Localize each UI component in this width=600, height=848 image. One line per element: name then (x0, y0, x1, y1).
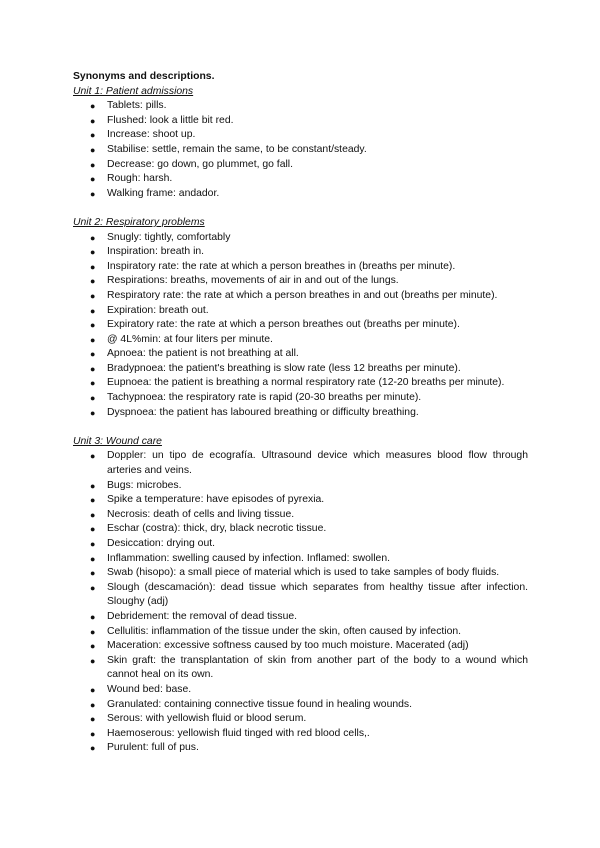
bullet-icon: ● (90, 509, 96, 520)
section-heading: Unit 2: Respiratory problems (73, 216, 205, 228)
list-item: ● Inspiration: breath in. (73, 245, 528, 260)
list-item: ● Spike a temperature: have episodes of pyrexia. (73, 493, 528, 508)
list-item: ● Granulated: containing connective tissue found in healing wounds. (73, 698, 528, 713)
bullet-icon: ● (90, 626, 96, 637)
bullet-icon: ● (90, 655, 96, 666)
document-page (73, 70, 528, 771)
list-item: ● Bugs: microbes. (73, 479, 528, 494)
bullet-icon: ● (90, 363, 96, 374)
bullet-icon: ● (90, 539, 96, 549)
bullet-icon: ● (90, 480, 96, 491)
bullet-icon: ● (90, 247, 96, 258)
list-item: ● Respirations: breaths, movements of air in and out of the lungs. (73, 274, 528, 289)
list-item: ● Flushed: look a little bit red. (73, 114, 528, 129)
bullet-icon: ● (90, 568, 96, 579)
section-heading: Unit 3: Wound care (73, 435, 162, 447)
bullet-icon: ● (90, 101, 96, 112)
bullet-icon: ● (90, 495, 96, 506)
list-item: ● Decrease: go down, go plummet, go fall. (73, 158, 528, 173)
bullet-icon: ● (90, 728, 96, 739)
list-item: ● Snugly: tightly, comfortably (73, 231, 528, 246)
bullet-icon: ● (90, 115, 96, 126)
bullet-icon: ● (90, 144, 96, 155)
list-item: ● Haemoserous: yellowish fluid tinged with red blood cells,. (73, 727, 528, 742)
bullet-icon: ● (90, 582, 96, 593)
bullet-icon: ● (90, 699, 96, 710)
bullet-icon: ● (90, 159, 96, 170)
list-item: ● Desiccation: drying out. (73, 537, 528, 552)
list-item: ● Apnoea: the patient is not breathing at all. (73, 347, 528, 362)
list-item: ● Rough: harsh. (73, 172, 528, 187)
bullet-icon: ● (90, 407, 96, 418)
list-item: ● Eschar (costra): thick, dry, black necrotic tissue. (73, 522, 528, 537)
list-item: ● Walking frame: andador. (73, 187, 528, 202)
bullet-icon: ● (90, 349, 96, 360)
bullet-icon: ● (90, 393, 96, 404)
list-item: ● Maceration: excessive softness caused by too much moisture. Macerated (adj) (73, 639, 528, 654)
list-item: ● Purulent: full of pus. (73, 741, 528, 756)
list-item: ● Increase: shoot up. (73, 128, 528, 143)
list-item: ● Cellulitis: inflammation of the tissue under the skin, often caused by infection. (73, 625, 528, 640)
bullet-icon: ● (90, 524, 96, 535)
list-item: ● Inspiratory rate: the rate at which a person breathes in (breaths per minute). (73, 260, 528, 275)
list-item: ● Dyspnoea: the patient has laboured breathing or difficulty breathing. (73, 406, 528, 421)
list-item: ● Skin graft: the transplantation of skin from another part of the body to a wound which cannot heal on its own. (90, 654, 528, 681)
list-item: ● Respiratory rate: the rate at which a person breathes in and out (breaths per minute). (73, 289, 528, 304)
bullet-icon: ● (90, 641, 96, 652)
list-item: ● Inflammation: swelling caused by infection. Inflamed: swollen. (73, 552, 528, 567)
section-respiratory-problems (73, 216, 528, 420)
section-wound-care (73, 435, 528, 756)
bullet-icon: ● (90, 232, 96, 243)
section-heading: Unit 1: Patient admissions (73, 85, 194, 97)
list-item: ● Swab (hisopo): a small piece of material which is used to take samples of body fluids. (73, 566, 528, 581)
list-item: ● Bradypnoea: the patient's breathing is slow rate (less 12 breaths per minute). (73, 362, 528, 377)
bullet-icon: ● (90, 305, 96, 316)
bullet-icon: ● (90, 130, 96, 141)
list-item: ● Eupnoea: the patient is breathing a normal respiratory rate (12-20 breaths per minute). (73, 376, 528, 391)
bullet-icon: ● (90, 261, 96, 272)
bullet-list (73, 449, 528, 755)
bullet-icon: ● (90, 290, 96, 301)
list-item: ● Tablets: pills. (73, 99, 528, 114)
bullet-icon: ● (90, 553, 96, 564)
bullet-icon: ● (90, 451, 96, 462)
list-item: ● Serous: with yellowish fluid or blood serum. (73, 712, 528, 727)
bullet-icon: ● (90, 714, 96, 725)
list-item: ● Debridement: the removal of dead tissue. (73, 610, 528, 625)
bullet-icon: ● (90, 334, 96, 345)
bullet-icon: ● (90, 684, 96, 695)
list-item: ● Slough (descamación): dead tissue which separates from healthy tissue after infection. Sloughy (adj) (90, 581, 528, 608)
document-title: Synonyms and descriptions. (73, 71, 215, 82)
list-item: ● Wound bed: base. (73, 683, 528, 698)
list-item: ● Stabilise: settle, remain the same, to be constant/steady. (73, 143, 528, 158)
bullet-icon: ● (90, 188, 96, 199)
list-item: ● Expiration: breath out. (73, 304, 528, 319)
bullet-icon: ● (90, 378, 96, 389)
bullet-icon: ● (90, 276, 96, 287)
bullet-list (73, 231, 528, 421)
list-item: ● Necrosis: death of cells and living tissue. (73, 508, 528, 523)
list-item: ● Doppler: un tipo de ecografía. Ultrasound device which measures blood flow through arteries and veins. (90, 450, 528, 477)
bullet-icon: ● (90, 743, 96, 754)
section-patient-admissions (73, 85, 528, 202)
list-item: ● Expiratory rate: the rate at which a person breathes out (breaths per minute). (73, 318, 528, 333)
bullet-icon: ● (90, 174, 96, 185)
bullet-icon: ● (90, 611, 96, 622)
list-item: ● @ 4L%min: at four liters per minute. (73, 333, 528, 348)
bullet-icon: ● (90, 320, 96, 331)
list-item: ● Tachypnoea: the respiratory rate is rapid (20-30 breaths per minute). (73, 391, 528, 406)
bullet-list (73, 99, 528, 201)
